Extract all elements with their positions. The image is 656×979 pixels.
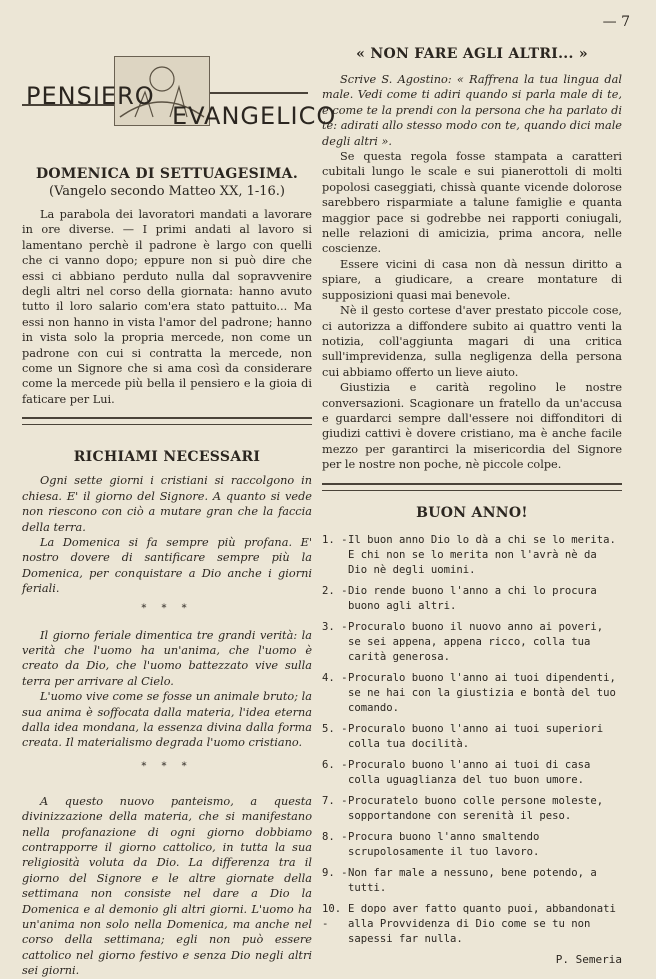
pensiero-evangelico-logo	[22, 54, 337, 166]
signature: P. Semeria	[555, 952, 622, 966]
list-item: 3. - Procuralo buono il nuovo anno ai poveri, se sei appena, appena ricco, colla tua carità generosa.	[322, 620, 604, 663]
page-number: — 7	[602, 14, 630, 30]
right-column	[322, 46, 622, 966]
section-title-richiami: RICHIAMI NECESSARI	[73, 449, 261, 466]
paragraph: A questo nuovo panteismo, a questa divinizzazione della materia, che si manifestano nella profanazione di ogni giorno dobbiamo contrapporre il giorno cattolico, in tutta la sua religiosità voluta da Dio. La differenza tra il giorno del Signore e le altre giornate della settimana non consiste nel dare a Dio la Domenica e al demonio gli altri giorni. L'uomo ha un'anima non solo nella Domenica, ma anche nel corso della settimana; egli non può essere cattolico nel giorno festivo e senza Dio negli altri sei giorni.	[22, 794, 312, 978]
paragraph: Nè il gesto cortese d'aver prestato piccole cose, ci autorizza a diffondere subito ai quattro venti la notizia, coll'aggiunta magari di una critica sull'imprevidenza, sulla negligenza della persona cui abbiamo offerto un lieve aiuto.	[322, 304, 622, 379]
list-item: 10. - E dopo aver fatto quanto puoi, abbandonati alla Provvidenza di Dio come se tu non sapessi far nulla.	[322, 902, 616, 945]
paragraph: La parabola dei lavoratori mandati a lavorare in ore diverse. — I primi andati al lavoro si lamentano perchè il padrone è largo con quelli che ci vanno dopo; eppure non si può dire che essi ci abbiano perduto nulla dal sopravvenire degli altri nel corso della giornata: hanno avuto tutto il loro salario com'era stato pattuito... Ma essi non hanno in vista l'amor del padrone; hanno in vista solo la propria mercede, non come un padrone con cui si contratta la mercede, non come un Signore che si ama così da considerare come la mercede più bella il pensiero e la gioia di faticare per Lui.	[22, 208, 312, 406]
section-title-settuagesima: DOMENICA DI SETTUAGESIMA.	[35, 166, 299, 182]
divider	[322, 483, 622, 491]
paragraph: Giustizia e carità regolino le nostre conversazioni. Scagionare un fratello da un'accusa e guardarci sempre dall'essere noi diffonditori di giudizi cattivi è dovere cristiano, ma è anche facile mezzo per garantirci la misericordia del Signore per le nostre non poche, nè piccole colpe.	[322, 381, 622, 472]
divider	[22, 417, 312, 425]
list-item: 2. - Dio rende buono l'anno a chi lo procura buono agli altri.	[322, 584, 597, 612]
list-item: 6. - Procuralo buono l'anno ai tuoi di casa colla uguaglianza del tuo buon umore.	[322, 758, 591, 786]
section-subtitle: (Vangelo secondo Matteo XX, 1-16.)	[49, 184, 285, 199]
list-item: 1. - Il buon anno Dio lo dà a chi se lo merita. E chi non se lo merita non l'avrà nè da Dio nè degli uomini.	[322, 533, 616, 576]
list-item: 8. - Procura buono l'anno smaltendo scrupolosamente il tuo lavoro.	[322, 830, 540, 858]
section-title-buon-anno: BUON ANNO!	[416, 504, 528, 521]
left-column	[22, 46, 337, 979]
paragraph: Il giorno feriale dimentica tre grandi verità: la verità che l'uomo ha un'anima, che l'uomo è creato da Dio, che l'uomo battezzato vive sulla terra per arrivare al Cielo.	[22, 628, 312, 688]
logo-rule	[208, 92, 308, 94]
new-year-list	[322, 533, 622, 947]
logo-word-pensiero: PENSIERO	[26, 82, 155, 110]
asterism: * * *	[141, 760, 193, 772]
paragraph: La Domenica si fa sempre più profana. E' nostro dovere di santificare sempre più la Domenica, per conquistare a Dio anche i giorni feriali.	[22, 535, 312, 596]
paragraph: Essere vicini di casa non dà nessun diritto a spiare, a giudicare, a creare montature di supposizioni quasi mai benevole.	[322, 257, 622, 302]
list-item: 5. - Procuralo buono l'anno ai tuoi superiori colla tua docilità.	[322, 722, 604, 750]
asterism: * * *	[141, 602, 193, 614]
logo-word-evangelico: EVANGELICO	[172, 102, 337, 130]
paragraph: Ogni sette giorni i cristiani si raccolgono in chiesa. E' il giorno del Signore. A quanto si vede non riescono con ciò a mutare gran che la faccia della terra.	[22, 474, 312, 534]
section-title-non-fare: « NON FARE AGLI ALTRI... »	[356, 46, 588, 62]
list-item: 4. - Procuralo buono l'anno ai tuoi dipendenti, se ne hai con la giustizia e bontà del tuo comando.	[322, 671, 616, 714]
paragraph: Se questa regola fosse stampata a caratteri cubitali lungo le scale e sui pianerottoli di molti popolosi caseggiati, chissà quante vicende dolorose sarebbero risparmiate a talune famiglie e quanta maggior pace si godrebbe nei rapporti coniugali, nelle relazioni di amicizia, prima ancora, nelle coscienze.	[322, 150, 622, 256]
list-item: 9. - Non far male a nessuno, bene potendo, a tutti.	[322, 866, 597, 894]
paragraph: L'uomo vive come se fosse un animale bruto; la sua anima è soffocata dalla materia, l'idea eterna dalla idea mondana, la essenza divina dalla forma creata. Il materialismo degrada l'uomo cristiano.	[22, 690, 312, 750]
paragraph: Scrive S. Agostino: « Raffrena la tua lingua dal male. Vedi come ti adiri quando si parla male di te, e come te la prendi con la persona che ha parlato di te: adirati allo stesso modo con te, quando dici male degli altri ».	[322, 73, 622, 148]
list-item: 7. - Procuratelo buono colle persone moleste, sopportandone con serenità il peso.	[322, 794, 604, 822]
